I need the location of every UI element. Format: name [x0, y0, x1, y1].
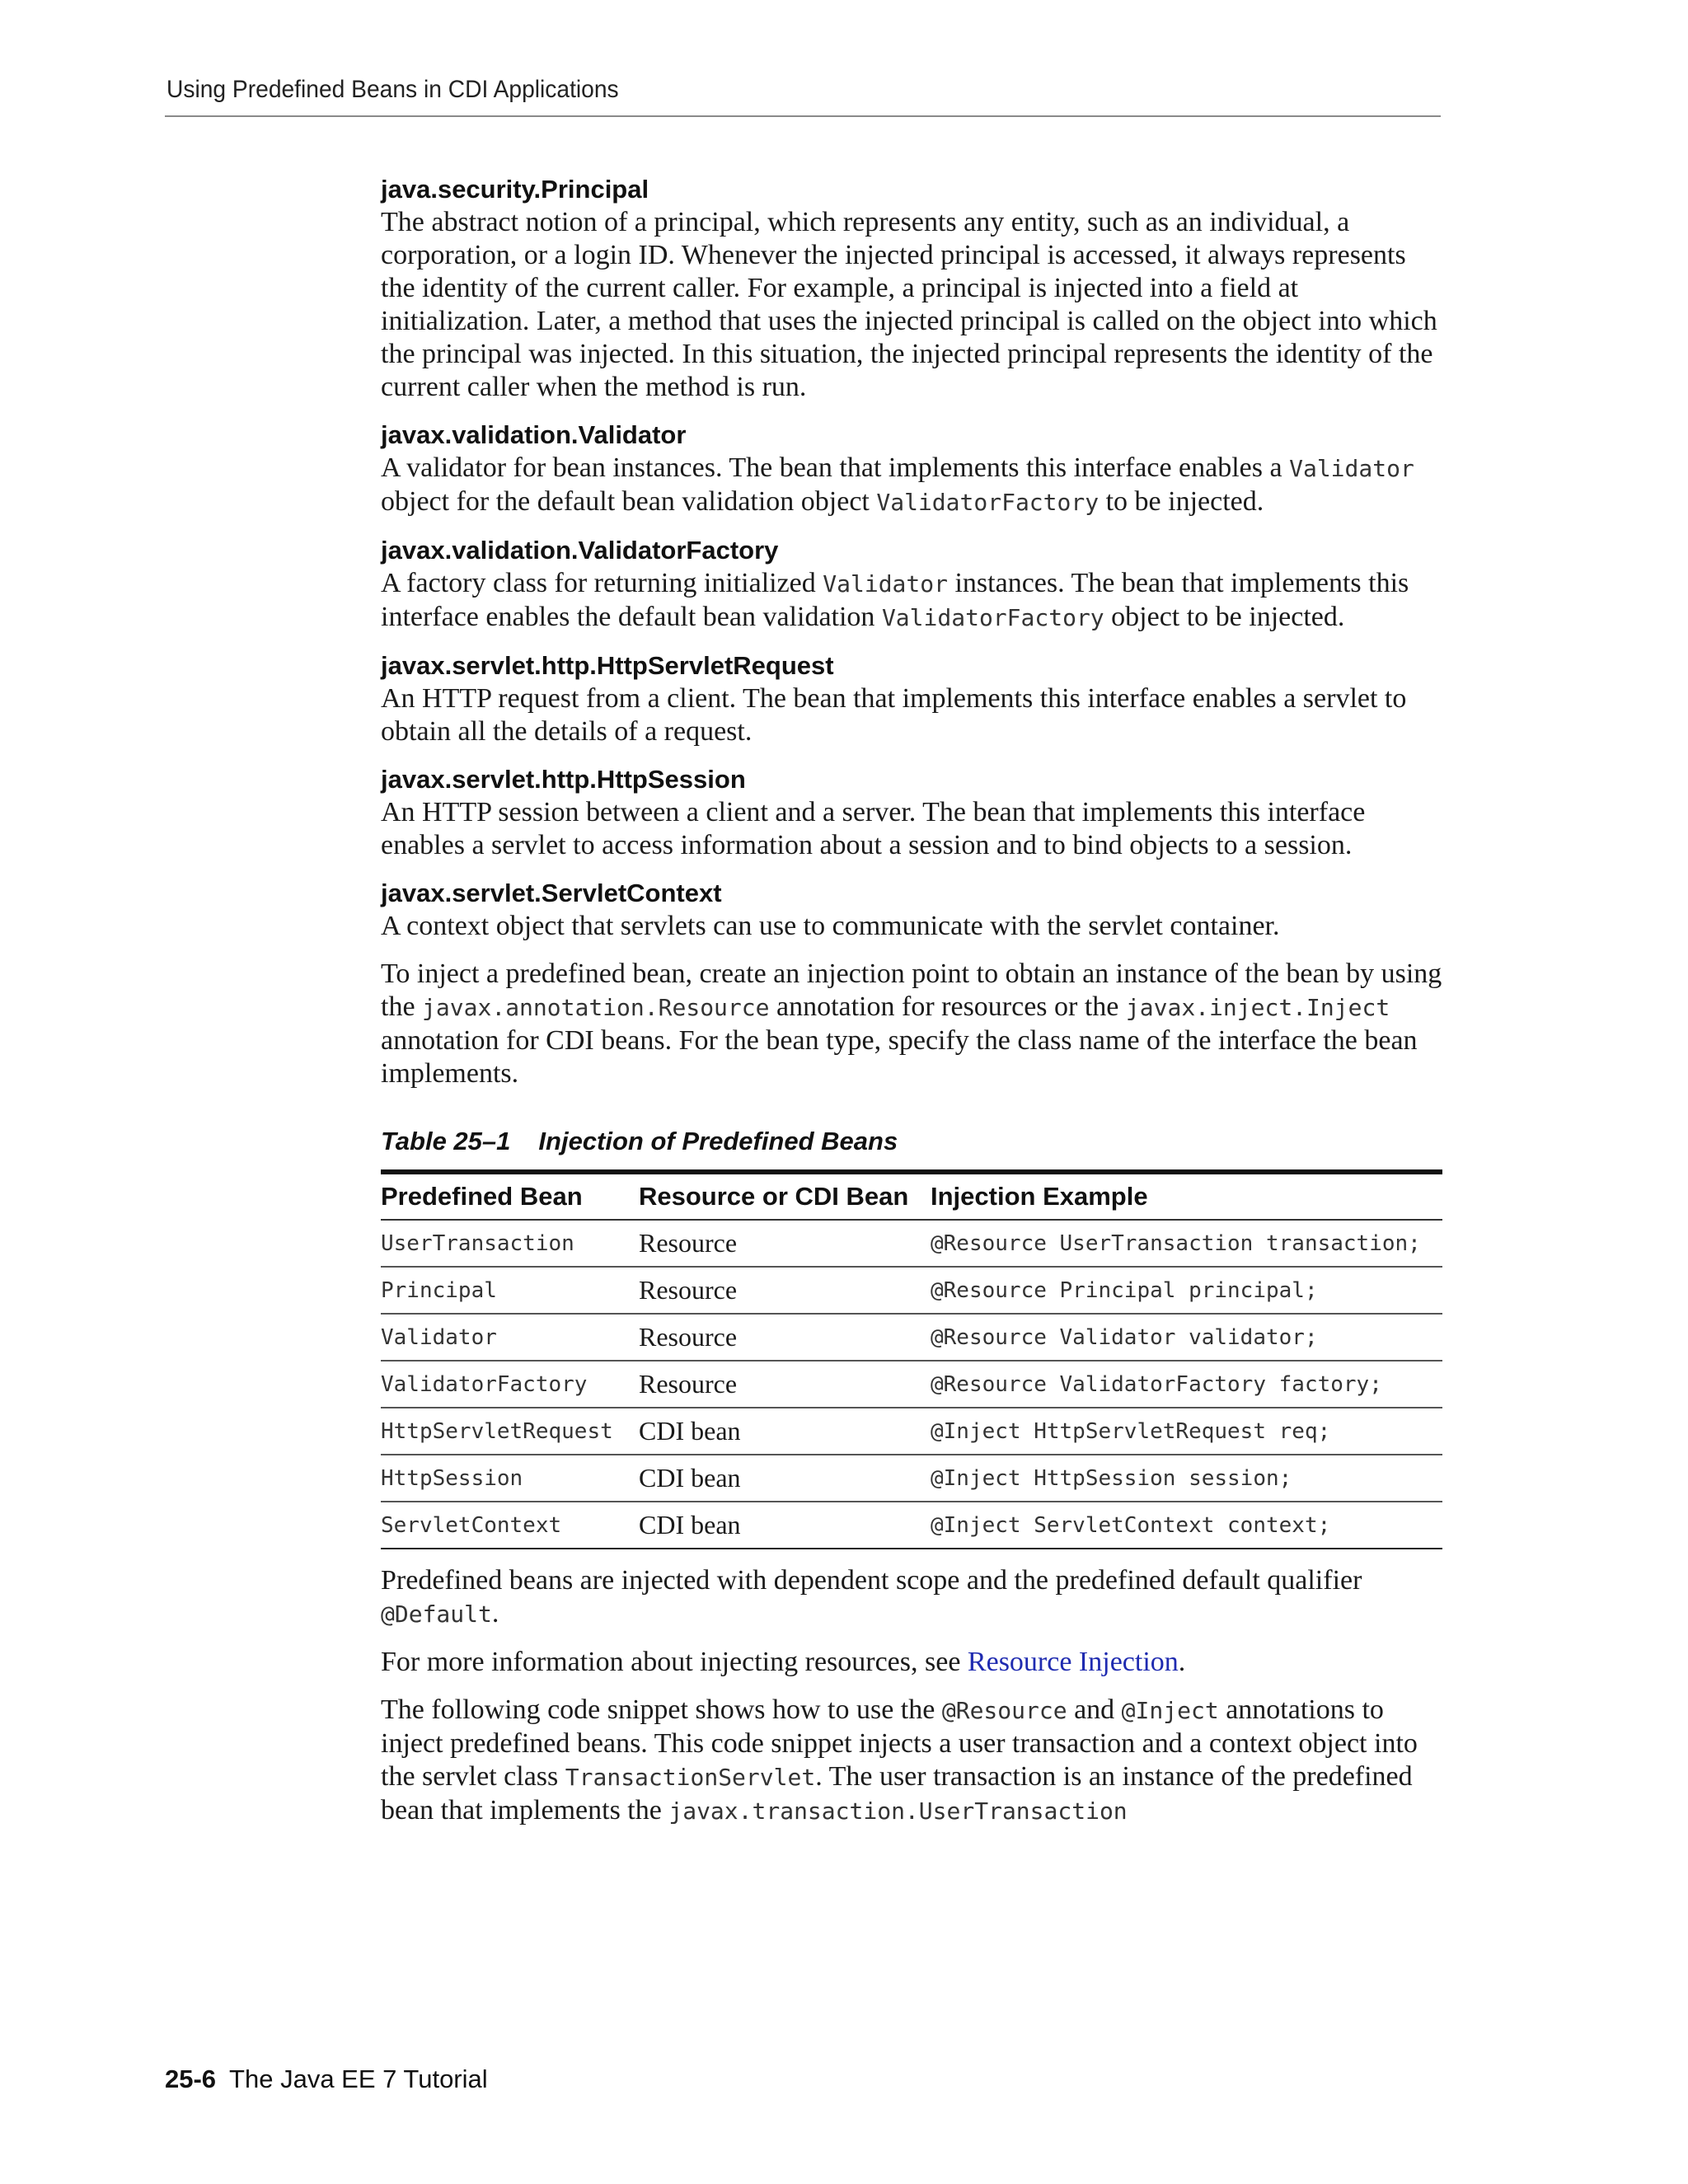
code-validator-factory: ValidatorFactory	[876, 489, 1100, 516]
table-row	[381, 1267, 1442, 1314]
term-httpsession: javax.servlet.http.HttpSession	[381, 765, 746, 794]
table-number: Table 25–1	[381, 1127, 511, 1155]
column-header-predefined-bean: Predefined Bean	[381, 1172, 639, 1220]
cell-example: @Inject ServletContext context;	[931, 1502, 1442, 1549]
code-inject: @Inject	[1121, 1697, 1219, 1724]
page-footer	[165, 2064, 488, 2094]
cell-bean: HttpServletRequest	[381, 1408, 639, 1455]
definition-httpsession: An HTTP session between a client and a server. The bean that implements this interface enables a servlet to access information about a session and to bind objects to a session.	[381, 797, 1366, 860]
cell-kind: CDI bean	[639, 1455, 931, 1502]
cell-example: @Resource ValidatorFactory factory;	[931, 1361, 1442, 1408]
cell-kind: CDI bean	[639, 1408, 931, 1455]
cell-kind: Resource	[639, 1314, 931, 1361]
term-javax-validation-validator: javax.validation.Validator	[381, 420, 687, 449]
table-caption	[381, 1125, 1444, 1158]
table-row	[381, 1502, 1442, 1549]
cell-kind: Resource	[639, 1220, 931, 1267]
column-header-resource-or-cdi: Resource or CDI Bean	[639, 1172, 931, 1220]
cell-kind: CDI bean	[639, 1502, 931, 1549]
cell-bean: ValidatorFactory	[381, 1361, 639, 1408]
cell-bean: Principal	[381, 1267, 639, 1314]
column-header-injection-example: Injection Example	[931, 1172, 1442, 1220]
code-resource-annotation: javax.annotation.Resource	[422, 994, 770, 1021]
cell-kind: Resource	[639, 1361, 931, 1408]
cell-bean: UserTransaction	[381, 1220, 639, 1267]
code-inject-annotation: javax.inject.Inject	[1125, 994, 1390, 1021]
cell-example: @Inject HttpServletRequest req;	[931, 1408, 1442, 1455]
inject-paragraph: To inject a predefined bean, create an injection point to obtain an instance of the bean by using the javax.annotation.Resource annotation for resources or the javax.inject.Inject annotation for CDI beans. For the bean type, specify the class name of the interface the bean implements.	[381, 958, 1442, 1089]
definition-principal: The abstract notion of a principal, which represents any entity, such as an individual, a corporation, or a login ID. Whenever the injected principal is accessed, it always represents the identity of the current caller. For example, a principal is injected into a field at initialization. Later, a method that uses the injected principal is called on the object into which the principal was injected. In this situation, the injected principal represents the identity of the current caller when the method is run.	[381, 207, 1437, 402]
code-resource: @Resource	[941, 1697, 1067, 1724]
cell-example: @Resource UserTransaction transaction;	[931, 1220, 1442, 1267]
table-title: Injection of Predefined Beans	[538, 1127, 898, 1155]
table-row	[381, 1361, 1442, 1408]
predefined-beans-table	[381, 1169, 1442, 1549]
code-validator-factory: ValidatorFactory	[881, 604, 1104, 631]
cell-example: @Inject HttpSession session;	[931, 1455, 1442, 1502]
code-validator: Validator	[823, 570, 948, 598]
resource-injection-link[interactable]: Resource Injection	[967, 1647, 1179, 1677]
table-row	[381, 1455, 1442, 1502]
book-title: The Java EE 7 Tutorial	[229, 2064, 488, 2093]
definition-validator: A validator for bean instances. The bean that implements this interface enables a Validator object for the default bean validation object ValidatorFactory to be injected.	[381, 452, 1414, 517]
table-row	[381, 1314, 1442, 1361]
code-user-transaction: javax.transaction.UserTransaction	[668, 1797, 1128, 1825]
table-row	[381, 1408, 1442, 1455]
cell-bean: Validator	[381, 1314, 639, 1361]
definition-validatorfactory: A factory class for returning initialized Validator instances. The bean that implements this interface enables the default bean validation ValidatorFactory object to be injected.	[381, 568, 1409, 632]
running-header-title: Using Predefined Beans in CDI Applications	[166, 76, 619, 103]
term-httpservletrequest: javax.servlet.http.HttpServletRequest	[381, 651, 834, 680]
table-header-row	[381, 1172, 1442, 1220]
table-row	[381, 1220, 1442, 1267]
term-java-security-principal: java.security.Principal	[381, 175, 649, 204]
definition-servletcontext: A context object that servlets can use to communicate with the servlet container.	[381, 911, 1280, 941]
term-javax-validation-validatorfactory: javax.validation.ValidatorFactory	[381, 536, 779, 565]
code-transaction-servlet: TransactionServlet	[565, 1764, 816, 1791]
cell-kind: Resource	[639, 1267, 931, 1314]
more-info-paragraph: For more information about injecting resources, see Resource Injection.	[381, 1647, 1186, 1677]
term-servletcontext: javax.servlet.ServletContext	[381, 879, 722, 907]
definition-httpservletrequest: An HTTP request from a client. The bean that implements this interface enables a servlet to obtain all the details of a request.	[381, 683, 1407, 747]
cell-bean: HttpSession	[381, 1455, 639, 1502]
scope-paragraph: Predefined beans are injected with dependent scope and the predefined default qualifier @Default.	[381, 1565, 1362, 1629]
snippet-paragraph: The following code snippet shows how to use the @Resource and @Inject annotations to inject predefined beans. This code snippet injects a user transaction and a context object into the servlet class TransactionServlet. The user transaction is an instance of the predefined bean that implements the javax.transaction.UserTransaction	[381, 1694, 1418, 1825]
code-validator: Validator	[1289, 455, 1414, 482]
cell-bean: ServletContext	[381, 1502, 639, 1549]
code-default-qualifier: @Default	[381, 1601, 492, 1628]
page-number: 25-6	[165, 2064, 217, 2093]
cell-example: @Resource Validator validator;	[931, 1314, 1442, 1361]
header-divider	[165, 115, 1441, 117]
page-content	[381, 173, 1444, 1828]
cell-example: @Resource Principal principal;	[931, 1267, 1442, 1314]
